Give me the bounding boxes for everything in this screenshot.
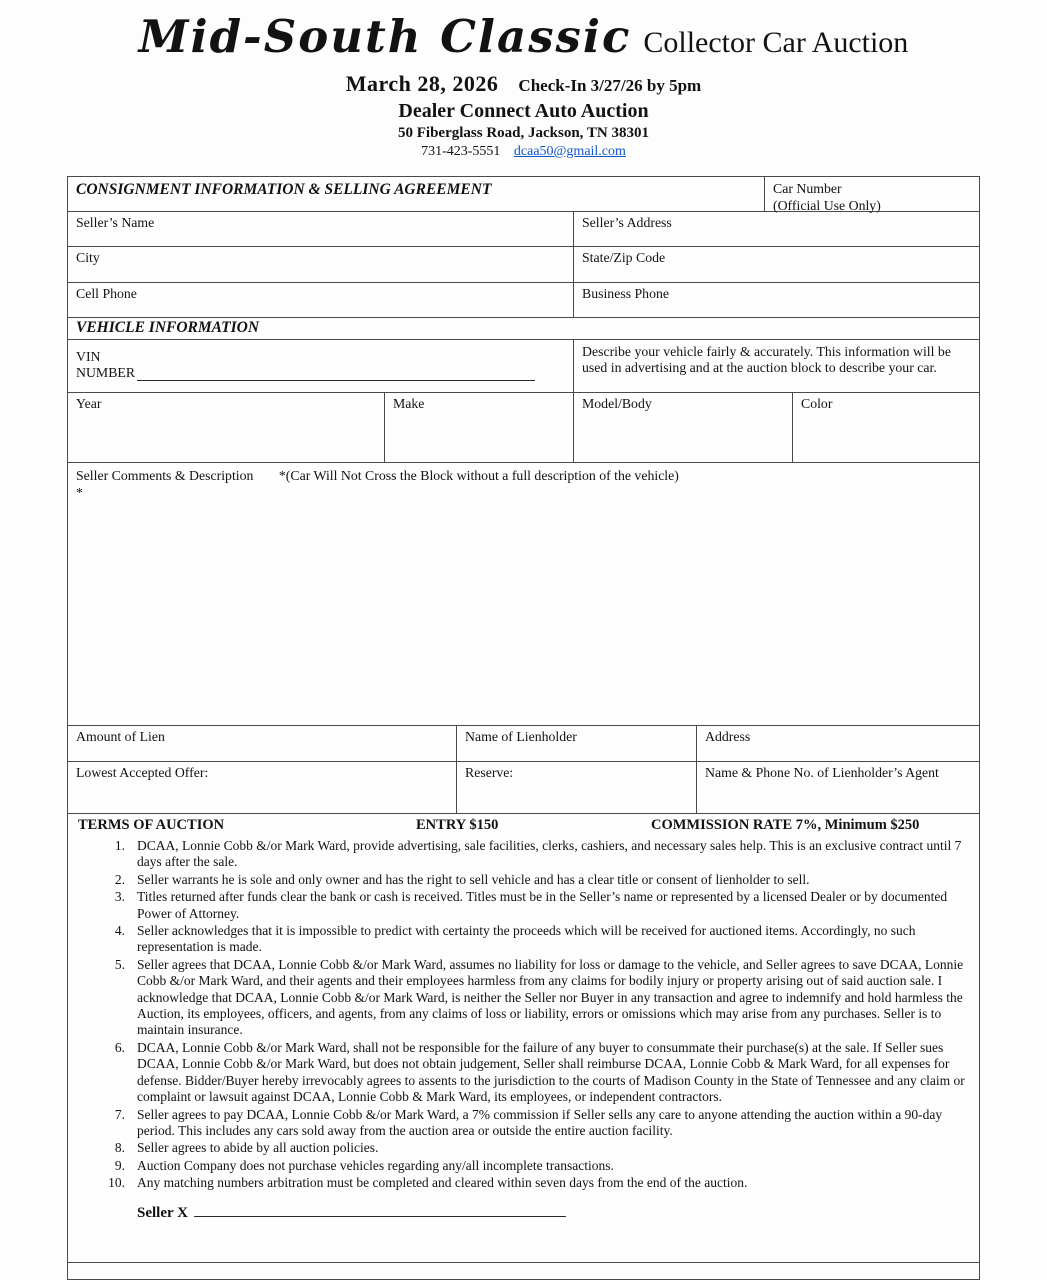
color-field: Color [792,393,979,462]
year-field: Year [76,396,102,411]
lienholder-name-field: Name of Lienholder [456,726,696,761]
consignment-title-row [68,177,979,212]
contact-line [0,144,1047,160]
seller-address-field: Seller’s Address [573,212,979,246]
vehicle-title-row [68,318,979,340]
term-text: Seller acknowledges that it is impossible to predict with certainty the proceeds which will be received for auctioned items. Accordingly, no such representation is made. [137,923,916,955]
term-item [76,838,971,871]
model-body-field: Model/Body [573,393,792,462]
lien-row [68,726,979,762]
term-item [76,1140,971,1156]
term-number: 7. [114,1106,125,1122]
phones-row [68,283,979,318]
city-field: City [76,250,100,265]
term-item [76,923,971,956]
term-number: 9. [114,1157,125,1173]
car-number-field [764,177,979,211]
term-number: 6. [114,1039,125,1055]
describe-vehicle-note: Describe your vehicle fairly & accurately. This information will be used in advertising and at the auction block to describe your car. [573,340,979,392]
consignment-section-title: CONSIGNMENT INFORMATION & SELLING AGREEMENT [76,181,492,198]
vin-row [68,340,979,393]
term-number: 2. [114,871,125,887]
make-field: Make [384,393,573,462]
auction-date: March 28, 2026 [345,71,499,96]
car-number-label: Car Number [773,181,842,196]
terms-section [68,814,979,1263]
term-number: 5. [114,956,125,972]
email-link[interactable]: dcaa50@gmail.com [513,144,626,159]
seller-comments-field [68,463,979,725]
term-item [76,1040,971,1106]
term-item [76,1158,971,1174]
checkin-info: Check-In 3/27/26 by 5pm [518,76,702,95]
entry-fee: ENTRY $150 [416,817,499,833]
comments-row [68,463,979,726]
auction-date-line [0,71,1047,97]
cell-phone-field: Cell Phone [76,286,137,301]
term-number: 8. [114,1140,125,1156]
auction-title-script: Mid-South Classic [138,10,632,63]
seller-name-field: Seller’s Name [76,215,155,230]
seller-signature-label: Seller X [137,1204,188,1221]
state-zip-field: State/Zip Code [573,247,979,282]
consignment-form [67,176,980,1280]
commission-rate: COMMISSION RATE 7%, Minimum $250 [651,817,920,833]
offer-reserve-row [68,762,979,814]
car-number-note: (Official Use Only) [773,197,881,213]
venue-address: 50 Fiberglass Road, Jackson, TN 38301 [397,125,649,141]
lienholder-agent-field: Name & Phone No. of Lienholder’s Agent [696,762,979,813]
term-text: Seller agrees that DCAA, Lonnie Cobb &/or Mark Ward, assumes no liability for loss or damage to the vehicle, and Seller agrees to save DCAA, Lonnie Cobb &/or Mark Ward, and their agents and their employees harmless from any claims for bodily injury or property arising out of said auction sale. I acknowledge that DCAA, Lonnie Cobb &/or Mark Ward, is neither the Seller nor Buyer in any transaction and agree to indemnify and hold harmless the Auction, its employees, officers, and agents, from any claims of loss or liability, errors or omissions which may arise from any purchases. Seller is to maintain insurance. [137,956,964,1038]
term-text: DCAA, Lonnie Cobb &/or Mark Ward, provide advertising, sale facilities, clerks, cashiers, and necessary sales help. This is an exclusive contract until 7 days after the sale. [137,838,962,870]
term-text: Auction Company does not purchase vehicles regarding any/all incomplete transactions. [137,1157,614,1173]
comments-star: * [76,485,83,500]
term-text: Seller agrees to abide by all auction policies. [137,1140,379,1156]
term-text: Seller warrants he is sole and only owner and has the right to sell vehicle and has a clear title or consent of lienholder to sell. [137,871,810,887]
cutoff-row [68,1263,979,1279]
terms-title: TERMS OF AUCTION [78,817,225,833]
vin-label-line2: NUMBER [76,365,136,380]
year-make-model-color-row [68,393,979,463]
term-number: 1. [114,838,125,853]
lienholder-address-field: Address [696,726,979,761]
venue-name: Dealer Connect Auto Auction [398,100,649,122]
city-state-row [68,247,979,283]
amount-of-lien-field: Amount of Lien [76,729,165,744]
term-item [76,957,971,1039]
business-phone-field: Business Phone [573,283,979,317]
seller-signature-line [194,1204,566,1217]
vin-field [68,340,573,392]
term-item [76,1175,971,1191]
term-text: Any matching numbers arbitration must be completed and cleared within seven days from the end of the auction. [137,1175,748,1191]
term-number: 3. [114,889,125,905]
reserve-field: Reserve: [456,762,696,813]
vehicle-section-title: VEHICLE INFORMATION [76,319,260,336]
term-number: 10. [108,1175,125,1191]
auction-title-rest: Collector Car Auction [643,26,909,59]
term-item [76,889,971,922]
term-text: Seller agrees to pay DCAA, Lonnie Cobb &/or Mark Ward, a 7% commission if Seller sells any care to anyone attending the auction within a 90-day period. This includes any cars sold away from the auction area or outside the entire auction facility. [137,1106,943,1138]
name-address-row [68,212,979,247]
term-number: 4. [114,923,125,939]
term-item [76,1107,971,1140]
terms-header [76,817,971,834]
comments-note: *(Car Will Not Cross the Block without a full description of the vehicle) [278,468,679,483]
terms-list [76,838,971,1192]
term-text: DCAA, Lonnie Cobb &/or Mark Ward, shall not be responsible for the failure of any buyer to consummate their purchase(s) at the sale. If Seller sues DCAA, Lonnie Cobb &/or Mark Ward, but does not obtain judgement, Seller shall reimburse DCAA, Lonnie Cobb & Mark Ward, for all expenses for defense. Bidder/Buyer hereby irrevocably agrees to assents to the jurisdiction to the courts of Madison County in the State of Tennessee and any claim or complaint or lawsuit against DCAA, Lonnie Cobb & Mark Ward, its employees, or independent contractors. [137,1039,965,1105]
comments-label: Seller Comments & Description [76,468,254,483]
vin-label-line1: VIN [76,349,101,364]
term-text: Titles returned after funds clear the bank or cash is received. Titles must be in the Seller’s name or represented by a licensed Dealer or by documented Power of Attorney. [137,889,948,921]
term-item [76,872,971,888]
document-header [0,0,1047,160]
lowest-offer-field: Lowest Accepted Offer: [76,765,209,780]
vin-blank-line [137,368,535,381]
seller-signature-row [76,1204,971,1222]
phone-number: 731-423-5551 [421,144,501,159]
auction-title [0,10,1047,63]
